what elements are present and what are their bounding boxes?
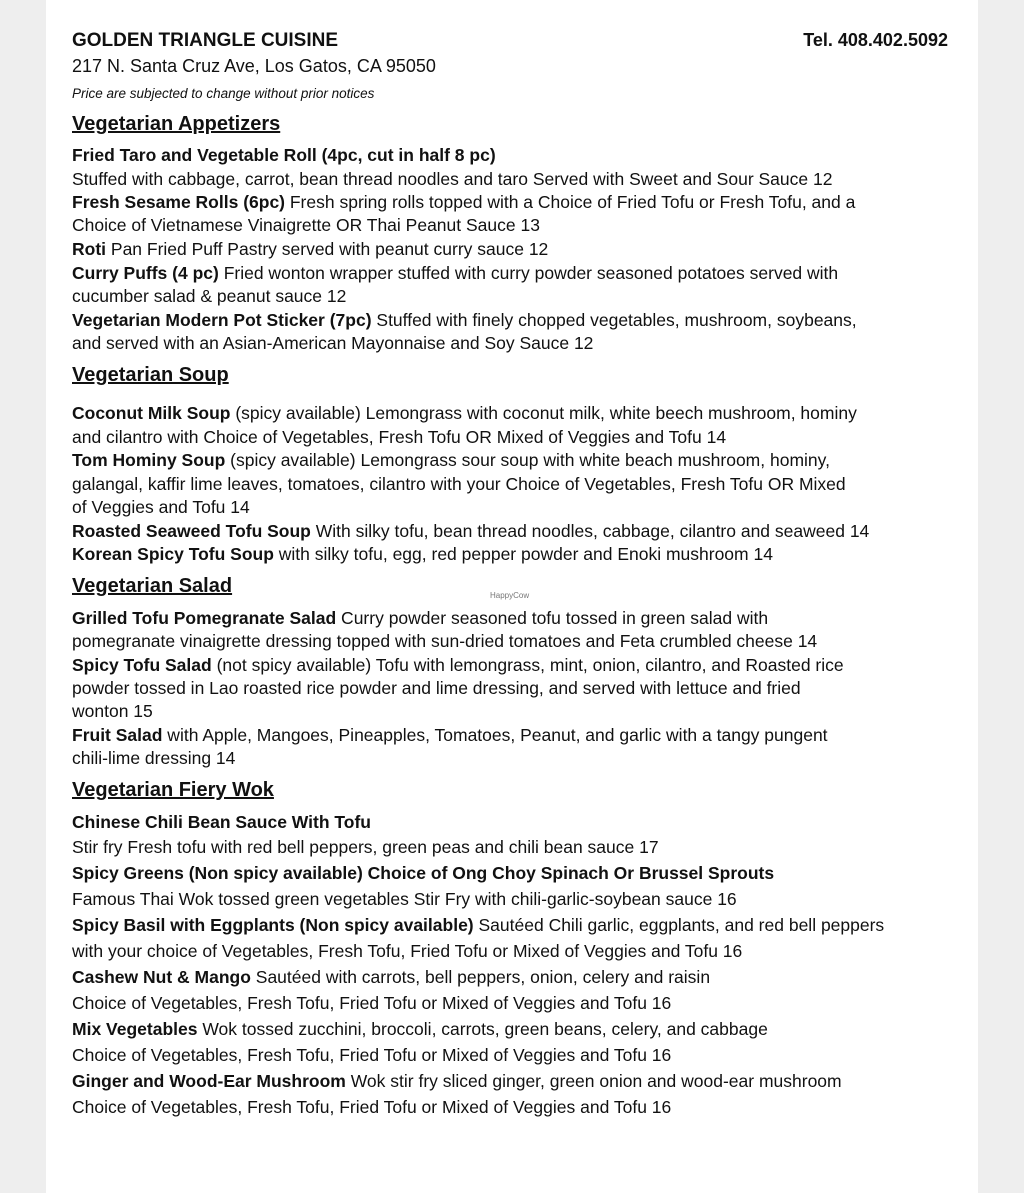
menu-line <box>72 543 773 565</box>
item-description: Pan Fried Puff Pastry served with peanut curry sauce 12 <box>106 239 549 259</box>
section-title-soup: Vegetarian Soup <box>72 364 229 386</box>
section-title-salad: Vegetarian Salad <box>72 575 233 597</box>
menu-line <box>72 520 869 542</box>
item-description: with silky tofu, egg, red pepper powder and Enoki mushroom 14 <box>273 544 773 564</box>
item-description: Fresh spring rolls topped with a Choice of Fried Tofu or Fresh Tofu, and a <box>285 192 856 212</box>
menu-line: Choice of Vietnamese Vinaigrette OR Thai Peanut Sauce 13 <box>72 215 540 235</box>
menu-line <box>72 144 496 166</box>
menu-line <box>72 1018 768 1040</box>
menu-line <box>72 914 884 936</box>
item-description: with Apple, Mangoes, Pineapples, Tomatoes, Peanut, and garlic with a tangy pungent <box>162 725 828 745</box>
item-name: Spicy Basil with Eggplants (Non spicy available) <box>72 915 474 935</box>
item-description: Stuffed with finely chopped vegetables, mushroom, soybeans, <box>371 310 857 330</box>
item-name: Roti <box>72 239 107 259</box>
item-description: (spicy available) Lemongrass with coconut milk, white beech mushroom, hominy <box>230 403 857 423</box>
menu-line <box>72 724 828 746</box>
menu-line <box>72 191 855 213</box>
watermark: HappyCow <box>490 591 530 600</box>
item-description: With silky tofu, bean thread noodles, cabbage, cilantro and seaweed 14 <box>310 521 870 541</box>
menu-line <box>72 966 710 988</box>
menu-line: Choice of Vegetables, Fresh Tofu, Fried Tofu or Mixed of Veggies and Tofu 16 <box>72 993 672 1013</box>
menu-line <box>72 402 857 424</box>
section-title-appetizers: Vegetarian Appetizers <box>72 113 281 135</box>
item-name: Tom Hominy Soup <box>72 450 226 470</box>
menu-line: and cilantro with Choice of Vegetables, Fresh Tofu OR Mixed of Veggies and Tofu 14 <box>72 427 727 447</box>
menu-line: chili-lime dressing 14 <box>72 748 236 768</box>
item-name: Fruit Salad <box>72 725 163 745</box>
menu-line: pomegranate vinaigrette dressing topped with sun-dried tomatoes and Feta crumbled cheese 14 <box>72 631 818 651</box>
item-name: Vegetarian Modern Pot Sticker (7pc) <box>72 310 372 330</box>
item-name: Fried Taro and Vegetable Roll (4pc, cut in half 8 pc) <box>72 145 496 165</box>
menu-line: galangal, kaffir lime leaves, tomatoes, cilantro with your Choice of Vegetables, Fresh Tofu OR Mixed <box>72 474 846 494</box>
item-description: Curry powder seasoned tofu tossed in green salad with <box>336 608 769 628</box>
menu-line <box>72 654 844 676</box>
item-name: Spicy Greens (Non spicy available) Choice of Ong Choy Spinach Or Brussel Sprouts <box>72 863 775 883</box>
item-description: Wok tossed zucchini, broccoli, carrots, green beans, celery, and cabbage <box>197 1019 768 1039</box>
item-description: Sautéed Chili garlic, eggplants, and red bell peppers <box>473 915 885 935</box>
menu-line <box>72 238 548 260</box>
menu-line: Choice of Vegetables, Fresh Tofu, Fried Tofu or Mixed of Veggies and Tofu 16 <box>72 1097 672 1117</box>
item-name: Coconut Milk Soup <box>72 403 231 423</box>
item-description: Wok stir fry sliced ginger, green onion and wood-ear mushroom <box>345 1071 842 1091</box>
item-name: Chinese Chili Bean Sauce With Tofu <box>72 812 371 832</box>
item-name: Spicy Tofu Salad <box>72 655 212 675</box>
menu-line <box>72 811 371 833</box>
item-name: Korean Spicy Tofu Soup <box>72 544 274 564</box>
item-name: Grilled Tofu Pomegranate Salad <box>72 608 337 628</box>
phone-number: Tel. 408.402.5092 <box>803 30 948 50</box>
item-description: (spicy available) Lemongrass sour soup with white beach mushroom, hominy, <box>225 450 830 470</box>
menu-line: and served with an Asian-American Mayonnaise and Soy Sauce 12 <box>72 333 594 353</box>
item-name: Cashew Nut & Mango <box>72 967 251 987</box>
item-description: Fried wonton wrapper stuffed with curry powder seasoned potatoes served with <box>218 263 839 283</box>
menu-line <box>72 262 838 284</box>
menu-line: with your choice of Vegetables, Fresh Tofu, Fried Tofu or Mixed of Veggies and Tofu 16 <box>72 941 743 961</box>
menu-line: powder tossed in Lao roasted rice powder and lime dressing, and served with lettuce and fried <box>72 678 801 698</box>
menu-line: Stuffed with cabbage, carrot, bean thread noodles and taro Served with Sweet and Sour Sauce 12 <box>72 169 833 189</box>
menu-line <box>72 1070 842 1092</box>
menu-line: of Veggies and Tofu 14 <box>72 497 250 517</box>
section-title-wok: Vegetarian Fiery Wok <box>72 779 274 801</box>
item-name: Mix Vegetables <box>72 1019 198 1039</box>
menu-line <box>72 309 857 331</box>
menu-line <box>72 607 768 629</box>
restaurant-address: 217 N. Santa Cruz Ave, Los Gatos, CA 95050 <box>72 56 436 76</box>
item-name: Curry Puffs (4 pc) <box>72 263 219 283</box>
item-name: Ginger and Wood-Ear Mushroom <box>72 1071 346 1091</box>
price-notice: Price are subjected to change without prior notices <box>72 86 375 101</box>
menu-line: Famous Thai Wok tossed green vegetables Stir Fry with chili-garlic-soybean sauce 16 <box>72 889 737 909</box>
item-name: Roasted Seaweed Tofu Soup <box>72 521 311 541</box>
menu-line: cucumber salad & peanut sauce 12 <box>72 286 347 306</box>
item-description: (not spicy available) Tofu with lemongrass, mint, onion, cilantro, and Roasted rice <box>211 655 844 675</box>
menu-line <box>72 449 830 471</box>
item-description: Sautéed with carrots, bell peppers, onion, celery and raisin <box>250 967 711 987</box>
item-name: Fresh Sesame Rolls (6pc) <box>72 192 285 212</box>
menu-line <box>72 862 774 884</box>
restaurant-name: GOLDEN TRIANGLE CUISINE <box>72 30 339 51</box>
menu-line: Choice of Vegetables, Fresh Tofu, Fried Tofu or Mixed of Veggies and Tofu 16 <box>72 1045 672 1065</box>
menu-line: Stir fry Fresh tofu with red bell peppers, green peas and chili bean sauce 17 <box>72 837 659 857</box>
menu-line: wonton 15 <box>72 701 153 721</box>
